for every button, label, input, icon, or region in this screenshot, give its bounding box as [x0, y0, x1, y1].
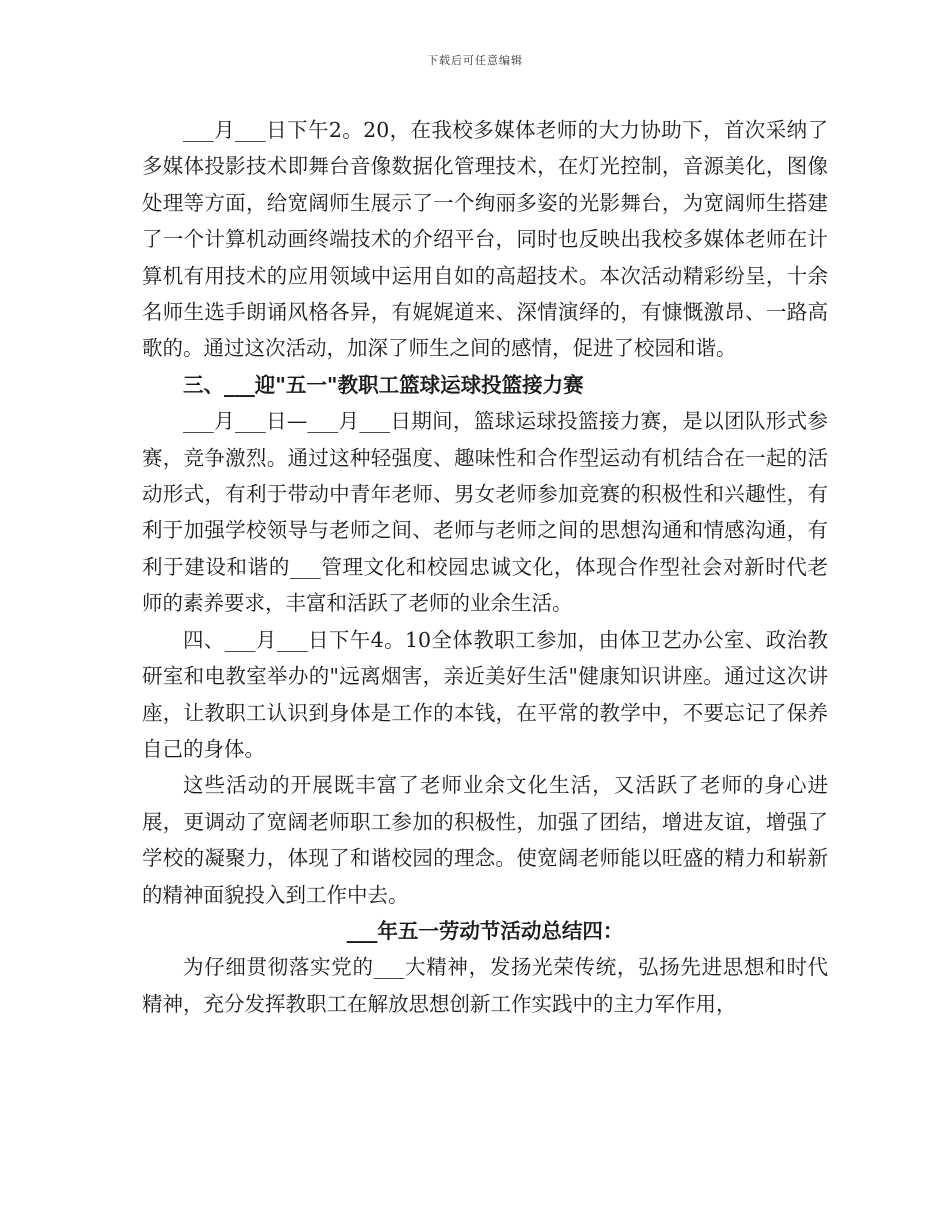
section-heading-basketball-relay: 三、___迎"五一"教职工篮球运球投篮接力赛 [183, 372, 584, 397]
paragraph-activities-summary: 这些活动的开展既丰富了老师业余文化生活，又活跃了老师的身心进展，更调动了宽阔老师职工参加的积极性，加强了团结，增进友谊，增强了学校的凝聚力，体现了和谐校园的理念。使宽阔老师能以旺盛的精力和崭新的精神面貌投入到工作中去。 [142, 773, 828, 907]
paragraph-multimedia-event: ___月___日下午2。20，在我校多媒体老师的大力协助下，首次采纳了多媒体投影技术即舞台音像数据化管理技术，在灯光控制，音源美化，图像处理等方面，给宽阔师生展示了一个绚丽多姿的光影舞台，为宽阔师生搭建了一个计算机动画终端技术的介绍平台，同时也反映出我校多媒体老师在计算机有用技术的应用领域中运用自如的高超技术。本次活动精彩纷呈，十余名师生选手朗诵风格各异，有娓娓道来、深情演绎的，有慷慨激昂、一路高歌的。通过这次活动，加深了师生之间的感情，促进了校园和谐。 [142, 118, 828, 361]
document-body [142, 112, 828, 1022]
paragraph-health-lecture: 四、___月___日下午4。10全体教职工参加，由体卫艺办公室、政治教研室和电教室举办的"远离烟害，亲近美好生活"健康知识讲座。通过这次讲座，让教职工认识到身体是工作的本钱，在平常的教学中，不要忘记了保养自己的身体。 [142, 627, 828, 761]
summary-four-title: ___年五一劳动节活动总结四： [346, 918, 624, 943]
paragraph-summary-four-intro: 为仔细贯彻落实党的___大精神，发扬光荣传统，弘扬先进思想和时代精神，充分发挥教职工在解放思想创新工作实践中的主力军作用， [142, 955, 828, 1016]
paragraph-basketball-relay: ___月___日—___月___日期间，篮球运球投篮接力赛，是以团队形式参赛，竞争激烈。通过这种轻强度、趣味性和合作型运动有机结合在一起的活动形式，有利于带动中青年老师、男女老师参加竞赛的积极性和兴趣性，有利于加强学校领导与老师之间、老师与老师之间的思想沟通和情感沟通，有利于建设和谐的___管理文化和校园忠诚文化，体现合作型社会对新时代老师的素养要求，丰富和活跃了老师的业余生活。 [142, 409, 828, 616]
page-header: 下载后可任意编辑 [427, 54, 523, 67]
